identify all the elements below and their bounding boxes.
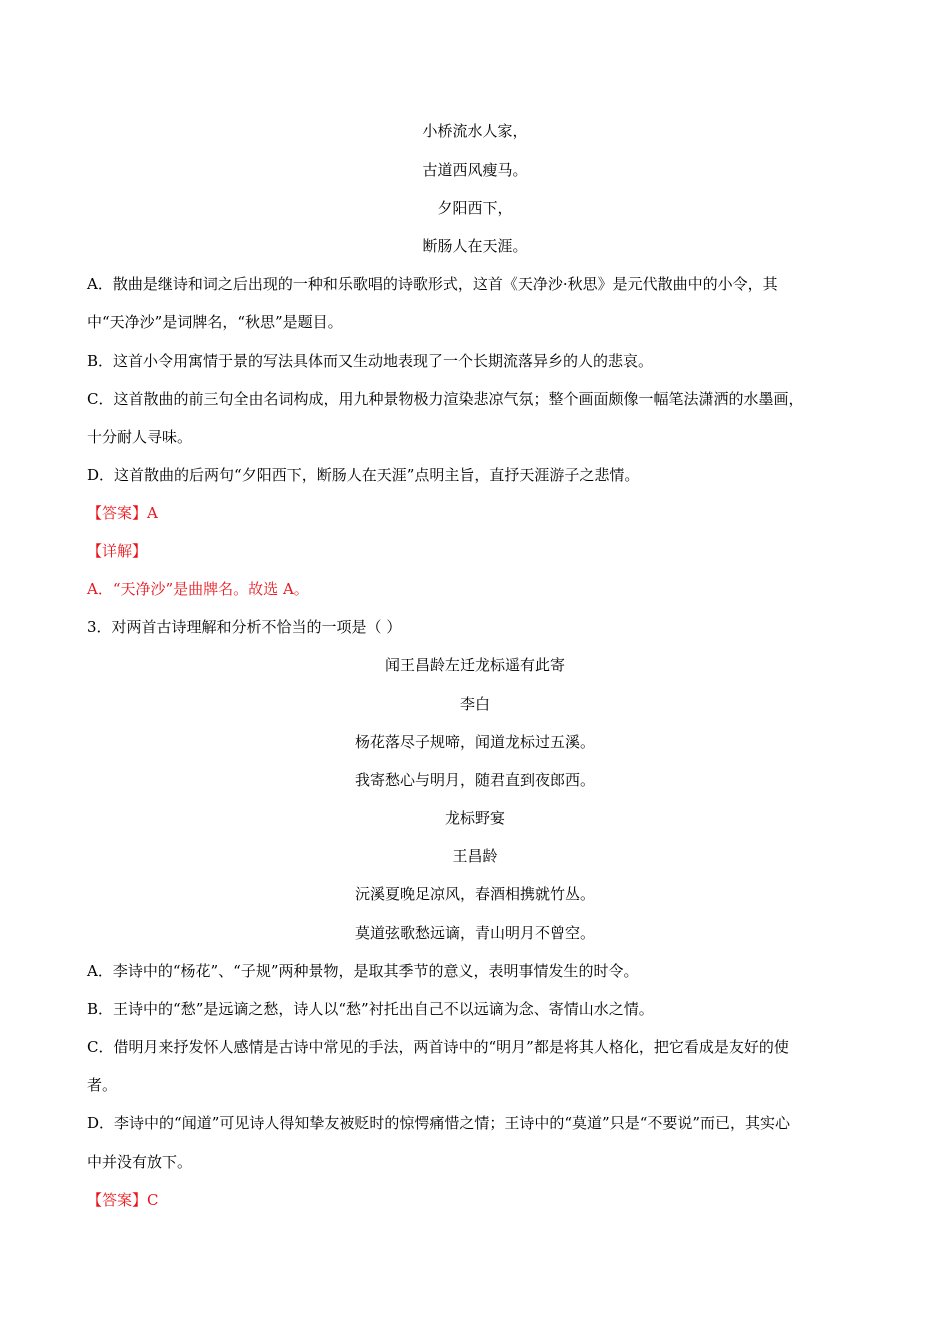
answer-value: A <box>147 504 158 522</box>
poem-line: 杨花落尽子规啼，闻道龙标过五溪。 <box>354 733 595 751</box>
q2-option-a-line2: 中“天净沙”是词牌名，“秋思”是题目。 <box>87 313 343 331</box>
poem-line: 沅溪夏晚足凉风，春酒相携就竹丛。 <box>354 885 595 903</box>
q3-stem: 3．对两首古诗理解和分析不恰当的一项是（ ） <box>87 618 402 636</box>
q2-option-b: B．这首小令用寓情于景的写法具体而又生动地表现了一个长期流落异乡的人的悲哀。 <box>87 352 654 370</box>
q3-option-c-line2: 者。 <box>87 1076 118 1094</box>
answer-value: C <box>147 1191 159 1209</box>
poem-line: 莫道弦歌愁远谪，青山明月不曾空。 <box>354 924 595 942</box>
q2-option-d: D．这首散曲的后两句“夕阳西下，断肠人在天涯”点明主旨，直抒天涯游子之悲情。 <box>87 466 640 484</box>
q2-detail-text: A．“天净沙”是曲牌名。故选 A。 <box>87 580 309 598</box>
q3-option-c-line1: C．借明月来抒发怀人感情是古诗中常见的手法，两首诗中的“明月”都是将其人格化，把它看成是友好的使 <box>87 1038 789 1056</box>
q2-option-c-line1: C．这首散曲的前三句全由名词构成，用九种景物极力渲染悲凉气氛；整个画面颇像一幅笔法潇洒的水墨画， <box>87 390 804 408</box>
q3-answer <box>87 1189 159 1211</box>
q2-option-a-line1: A．散曲是继诗和词之后出现的一种和乐歌唱的诗歌形式，这首《天净沙·秋思》是元代散曲中的小令，其 <box>87 275 778 293</box>
poem-author: 王昌龄 <box>452 847 498 865</box>
q3-option-d-line2: 中并没有放下。 <box>87 1153 193 1171</box>
poem-title: 闻王昌龄左迁龙标遥有此寄 <box>384 656 565 674</box>
poem-title: 龙标野宴 <box>444 809 505 827</box>
q3-option-b: B．王诗中的“愁”是远谪之愁，诗人以“愁”衬托出自己不以远谪为念、寄情山水之情。 <box>87 1000 654 1018</box>
poem-line: 夕阳西下， <box>437 199 513 217</box>
q2-option-c-line2: 十分耐人寻味。 <box>87 428 193 446</box>
q3-option-a: A．李诗中的“杨花”、“子规”两种景物，是取其季节的意义，表明事情发生的时令。 <box>87 962 639 980</box>
answer-label: 【答案】 <box>87 504 148 522</box>
q2-answer <box>87 502 158 524</box>
poem-author: 李白 <box>459 695 490 713</box>
q2-detail-label: 【详解】 <box>87 542 148 560</box>
poem-line: 断肠人在天涯。 <box>422 237 528 255</box>
q3-option-d-line1: D．李诗中的“闻道”可见诗人得知挚友被贬时的惊愕痛惜之情；王诗中的“莫道”只是“不要说”而已，其实心 <box>87 1114 791 1132</box>
answer-label: 【答案】 <box>87 1191 148 1209</box>
poem-line: 我寄愁心与明月，随君直到夜郎西。 <box>354 771 595 789</box>
poem-line: 小桥流水人家， <box>422 122 528 140</box>
poem-line: 古道西风瘦马。 <box>422 161 528 179</box>
